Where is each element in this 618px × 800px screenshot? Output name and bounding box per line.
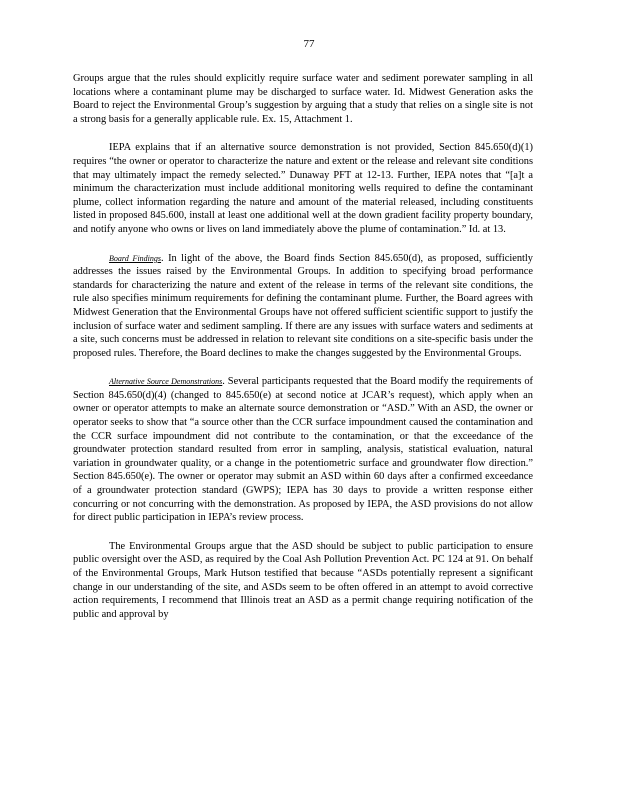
paragraph-text: IEPA explains that if an alternative source demonstration is not provided, Section 845.650(d)(1) requires “the owner or operator to characterize the nature and extent or the release and relevant site conditions that may ultimately impact the remedy selected.” Dunaway PFT at 12-13. Further, IEPA notes that “[a]t a minimum the characterization must include additional monitoring wells required to define the contaminant plume, collect information regarding the nature and amount of the material released, including constituents listed in proposed 845.600, install at least one additional well at the down gradient facility property boundary, and notify anyone who owns or lives on land immediately above the plume of contamination.” Id. at 13. (73, 142, 533, 235)
run-in-heading-board-findings: Board Findings (109, 253, 162, 263)
paragraph-iepa-explains (73, 141, 533, 236)
paragraph-text: The Environmental Groups argue that the ASD should be subject to public participation to ensure public oversight over the ASD, as required by the Coal Ash Pollution Prevention Act. PC 124 at 91. On behalf of the Environmental Groups, Mark Hutson testified that because “ASDs potentially represent a significant change in our understanding of the site, and ASDs seem to be often offered in an attempt to avoid corrective action requirements, I recommend that Illinois treat an ASD as a permit change requiring notification of the public and approval by (73, 540, 533, 620)
paragraph-board-findings (73, 252, 533, 361)
run-in-heading-alternative-source: Alternative Source Demonstrations (109, 377, 223, 387)
paragraph-environmental-groups-argue (73, 540, 533, 622)
body-text (73, 72, 533, 621)
page-number: 77 (303, 38, 315, 50)
paragraph-text: . Several participants requested that the Board modify the requirements of Section 845.650(d)(4) (changed to 845.650(e) at second notice at JCAR’s request), which apply when an owner or operator attempts to make an alternate source demonstration or “ASD.” With an ASD, the owner or operator seeks to show that “a source other than the CCR surface impoundment caused the contamination and the CCR surface impoundment did not contribute to the contamination, or that the exceedance of the groundwater protection standard resulted from error in sampling, analysis, statistical evaluation, natural variation in groundwater quality, or a change in the potentiometric surface and groundwater flow direction.” Section 845.650(e). The owner or operator may submit an ASD within 60 days after a confirmed exceedance of a groundwater protection standard (GWPS); IEPA has 30 days to provide a written response either concurring or not concurring with the demonstration. As proposed by IEPA, the ASD provisions do not allow for direct public participation in IEPA’s review process. (73, 376, 533, 524)
paragraph-text: Groups argue that the rules should explicitly require surface water and sediment porewater sampling in all locations where a contaminant plume may be discharged to surface water. Id. Midwest Generation asks the Board to reject the Environmental Group’s suggestion by arguing that a study that relies on a single site is not a strong basis for a generally applicable rule. Ex. 15, Attachment 1. (73, 73, 533, 125)
paragraph-alternative-source (73, 375, 533, 525)
paragraph-continuation (73, 72, 533, 126)
paragraph-text: . In light of the above, the Board finds Section 845.650(d), as proposed, sufficiently addresses the issues raised by the Environmental Groups. In addition to specifying broad performance standards for characterizing the nature and extent of the release in terms of the relevant site conditions, the rule also specifies minimum requirements for defining the contaminant plume. Further, the Board agrees with Midwest Generation that the Environmental Groups have not offered sufficient scientific support to justify the inclusion of surface water and sediment sampling. If there are any issues with surface waters and sediments at a site, such concerns must be addressed in relation to relevant site conditions on a site-specific basis under the proposed rules. Therefore, the Board declines to make the changes suggested by the Environmental Groups. (73, 252, 534, 359)
